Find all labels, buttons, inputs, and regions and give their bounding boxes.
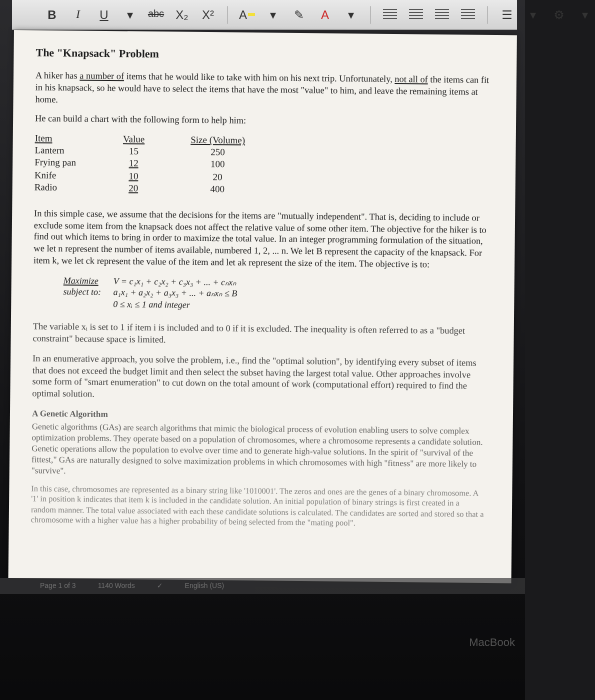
chevron-down-icon[interactable]: ▾ bbox=[126, 7, 134, 22]
ga-paragraph: Genetic algorithms (GAs) are search algorithms that mimic the biological process of evolution enabling users to solve complex optimization problems. They operate based on a population of chromosomes, where a chromosome represents a candidate solution. Genetic operations allow the population to evolve over time and to generate high-value solutions. In the spirit of "survival of the fittest," GAs are naturally designed to solve maximization problems in which chromosomes with high "fitness" are more likely to "survive". bbox=[31, 421, 483, 476]
align-center-icon bbox=[409, 9, 423, 21]
align-right-icon bbox=[435, 9, 449, 21]
pen-icon[interactable]: ✎ bbox=[293, 7, 305, 22]
align-left-button[interactable] bbox=[380, 5, 400, 25]
align-left-icon bbox=[383, 9, 397, 21]
align-center-button[interactable] bbox=[406, 5, 426, 25]
document-body[interactable] bbox=[31, 46, 491, 539]
justify-button[interactable] bbox=[458, 5, 478, 25]
constraint: a₁x₁ + a₂x₂ + a₃x₃ + ... + aₙxₙ ≤ B bbox=[113, 287, 238, 299]
superscript-button[interactable]: X² bbox=[202, 7, 214, 22]
variable-paragraph: The variable xᵢ is set to 1 if item i is included and to 0 if it is excluded. The inequality is often referred to as a "budget constraint" because space is limited. bbox=[32, 321, 466, 345]
table-cell: Lantern bbox=[34, 146, 65, 157]
table-cell: 400 bbox=[210, 184, 225, 195]
spellcheck-icon[interactable]: ✓ bbox=[156, 583, 163, 590]
toolbar-divider bbox=[227, 6, 228, 24]
table-header: Value bbox=[122, 135, 145, 146]
bold-button[interactable]: B bbox=[47, 7, 57, 22]
chevron-down-icon[interactable]: ▾ bbox=[581, 7, 589, 22]
table-cell: Frying pan bbox=[34, 158, 77, 170]
font-color-button[interactable]: A bbox=[320, 7, 329, 22]
table-cell: 15 bbox=[128, 147, 139, 158]
language-indicator[interactable]: English (US) bbox=[184, 582, 225, 590]
toolbar-divider bbox=[487, 6, 488, 24]
enumeration-paragraph: In an enumerative approach, you solve the problem, i.e., find the "optimal solution", by identifying every subset of items that does not exceed the budget limit and then select the subset having the largest total value. Other approaches involve some form of "smart enumeration" to cut down on the total amount of work (computational effort) required to find the optimal solution. bbox=[32, 353, 477, 399]
intro-paragraph: A hiker has a number of items that he would like to take with him on his next trip. Unfortunately, not all of the items can fit in his knapsack, so he would have to select the items that have the most "value" to him, and leave the remaining items at home. bbox=[35, 70, 490, 105]
bullet-list-button[interactable]: ☰ bbox=[501, 7, 513, 22]
underline-button[interactable]: U bbox=[99, 7, 109, 22]
section-heading: A Genetic Algorithm bbox=[31, 408, 108, 419]
objective-function: V = c₁x₁ + c₂x₂ + c₃x₃ + ... + cₙxₙ bbox=[113, 275, 237, 288]
highlight-swatch-icon bbox=[248, 13, 255, 16]
maximize-label: Maximize bbox=[63, 275, 99, 286]
subscript-button[interactable]: X₂ bbox=[175, 7, 189, 22]
toolbar-divider bbox=[370, 6, 371, 24]
items-table bbox=[34, 133, 490, 199]
table-cell: 250 bbox=[210, 148, 225, 159]
table-cell: Knife bbox=[34, 170, 57, 182]
table-cell: 20 bbox=[212, 172, 223, 183]
table-cell: 100 bbox=[210, 160, 225, 171]
variable-bounds: 0 ≤ xᵢ ≤ 1 and integer bbox=[113, 298, 190, 310]
chevron-down-icon[interactable]: ▾ bbox=[269, 7, 277, 22]
formatting-toolbar bbox=[12, 0, 589, 30]
chart-intro: He can build a chart with the following form to help him: bbox=[35, 113, 247, 126]
table-header: Size (Volume) bbox=[190, 135, 246, 147]
highlight-button[interactable]: A bbox=[237, 5, 257, 25]
chromosome-paragraph: In this case, chromosomes are represented as a binary string like '1010001'. The zeros and ones are the genes of a binary chromosome. A '1' in position k indicates that item k is included in the candidate solution. An initial population of binary strings is first created in a random manner. The total value associated with each these candidate solutions is calculated. The candidates are sorted and stored so that a chromosome with a higher value has a higher probability of being selected from the "mating pool". bbox=[30, 484, 484, 528]
align-right-button[interactable] bbox=[432, 5, 452, 25]
table-cell: 10 bbox=[128, 171, 139, 182]
strikethrough-button[interactable]: abc bbox=[147, 9, 165, 20]
table-cell: 12 bbox=[128, 159, 139, 170]
document-page[interactable] bbox=[8, 30, 517, 583]
chevron-down-icon[interactable]: ▾ bbox=[347, 7, 355, 22]
table-header: Item bbox=[34, 134, 53, 145]
page-count[interactable]: Page 1 of 3 bbox=[40, 582, 76, 590]
gear-icon[interactable]: ⚙ bbox=[553, 7, 565, 22]
chevron-down-icon[interactable]: ▾ bbox=[529, 7, 537, 22]
table-cell: 20 bbox=[128, 183, 139, 195]
device-brand-logo: MacBook bbox=[469, 637, 515, 649]
assumption-paragraph: In this simple case, we assume that the decisions for the items are "mutually independent". That is, deciding to include or exclude some item from the knapsack does not affect the relative value of some other item. The objective for the hiker is to find out which items to bring in order to maximize the total value. In an integer programming formulation of the situation, we let n represent the number of items available, numbered 1, 2, ... n. We let B represent the capacity of the knapsack. For item k, we let ck represent the value of the item and let ak represent the size of the item. The objective is to: bbox=[33, 208, 487, 270]
page-title: The "Knapsack" Problem bbox=[35, 47, 160, 61]
status-bar bbox=[0, 578, 525, 594]
italic-button[interactable]: I bbox=[76, 7, 80, 21]
table-cell: Radio bbox=[34, 182, 58, 194]
formulation-block bbox=[63, 275, 488, 314]
subject-to-label: subject to: bbox=[63, 286, 102, 298]
justify-icon bbox=[461, 9, 475, 21]
word-count[interactable]: 1140 Words bbox=[97, 582, 135, 590]
